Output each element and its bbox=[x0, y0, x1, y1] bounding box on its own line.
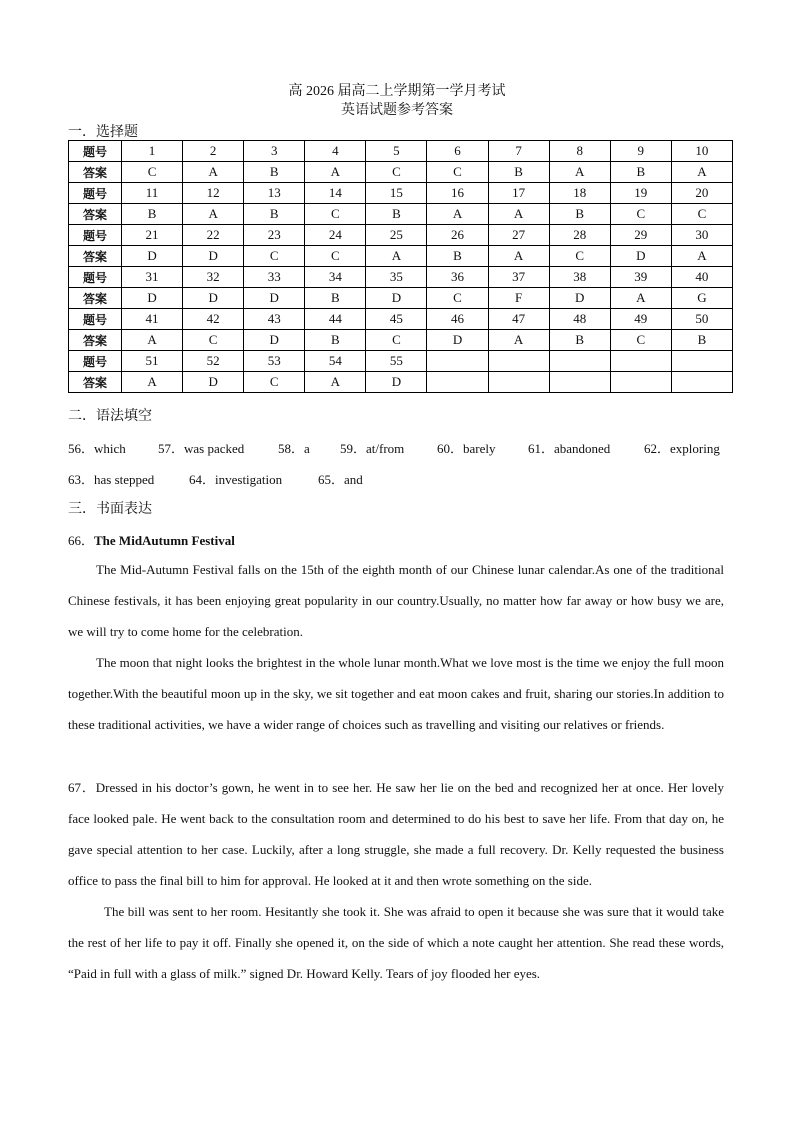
question-number: 48 bbox=[549, 309, 610, 330]
story-continuation bbox=[68, 772, 724, 989]
question-number: 20 bbox=[671, 183, 732, 204]
answer-letter bbox=[610, 372, 671, 393]
answer-letter: B bbox=[366, 204, 427, 225]
question-number: 55 bbox=[366, 351, 427, 372]
essay-paragraph: The moon that night looks the brightest in the whole lunar month.What we love most is the time we enjoy the full moon together.With the beautiful moon up in the sky, we sit together and eat moon cakes and fruit, sharing our stories.In addition to these traditional activities, we have a wider range of choices such as travelling and visiting our relatives or friends. bbox=[68, 655, 724, 732]
answer-letter bbox=[671, 372, 732, 393]
answer-letter: C bbox=[366, 330, 427, 351]
answer-letter: A bbox=[488, 246, 549, 267]
question-number: 31 bbox=[122, 267, 183, 288]
answer-row-label: 答案 bbox=[69, 372, 122, 393]
question-number: 6 bbox=[427, 141, 488, 162]
story-paragraph: The bill was sent to her room. Hesitantly she took it. She was afraid to open it because she was sure that it would take the rest of her life to pay it off. Finally she opened it, on the side of which a note caught her attention. She read these words, “Paid in full with a glass of milk.” signed Dr. Howard Kelly. Tears of joy flooded her eyes. bbox=[68, 904, 724, 981]
grammar-answer: 59．at/from bbox=[340, 441, 405, 456]
question-number: 34 bbox=[305, 267, 366, 288]
question-number: 1 bbox=[122, 141, 183, 162]
answer-row-label: 答案 bbox=[69, 330, 122, 351]
question-number: 29 bbox=[610, 225, 671, 246]
grammar-answer: 60．barely bbox=[437, 441, 496, 456]
answer-letter: C bbox=[305, 204, 366, 225]
question-number: 41 bbox=[122, 309, 183, 330]
question-number: 2 bbox=[183, 141, 244, 162]
question-number: 49 bbox=[610, 309, 671, 330]
answer-row-label: 答案 bbox=[69, 204, 122, 225]
answer-table bbox=[68, 140, 733, 393]
question-number: 50 bbox=[671, 309, 732, 330]
question-number: 23 bbox=[244, 225, 305, 246]
question-row-label: 题号 bbox=[69, 267, 122, 288]
question-number bbox=[427, 351, 488, 372]
question-number: 33 bbox=[244, 267, 305, 288]
answer-letter: C bbox=[427, 162, 488, 183]
question-number: 42 bbox=[183, 309, 244, 330]
question-row-label: 题号 bbox=[69, 141, 122, 162]
answer-row bbox=[69, 246, 733, 267]
question-number: 27 bbox=[488, 225, 549, 246]
answer-letter: D bbox=[366, 288, 427, 309]
grammar-answer: 62．exploring bbox=[644, 441, 720, 456]
essay-title: The MidAutumn Festival bbox=[94, 533, 235, 548]
answer-letter: D bbox=[427, 330, 488, 351]
answer-letter: G bbox=[671, 288, 732, 309]
question-number: 3 bbox=[244, 141, 305, 162]
answer-letter bbox=[427, 372, 488, 393]
question-row-label: 题号 bbox=[69, 183, 122, 204]
answer-letter: A bbox=[671, 246, 732, 267]
question-number: 4 bbox=[305, 141, 366, 162]
question-number: 46 bbox=[427, 309, 488, 330]
answer-letter: D bbox=[183, 246, 244, 267]
answer-letter: D bbox=[244, 288, 305, 309]
question-number: 11 bbox=[122, 183, 183, 204]
section-choice-heading: 一．选择题 bbox=[68, 125, 138, 140]
question-number: 8 bbox=[549, 141, 610, 162]
answer-row bbox=[69, 204, 733, 225]
answer-letter: B bbox=[122, 204, 183, 225]
answer-letter: A bbox=[549, 162, 610, 183]
answer-letter: D bbox=[610, 246, 671, 267]
answer-letter: C bbox=[671, 204, 732, 225]
answer-letter: C bbox=[549, 246, 610, 267]
question-row bbox=[69, 351, 733, 372]
question-number: 37 bbox=[488, 267, 549, 288]
question-number bbox=[549, 351, 610, 372]
grammar-answer: 57．was packed bbox=[158, 441, 245, 456]
answer-letter: A bbox=[183, 162, 244, 183]
answer-letter: D bbox=[244, 330, 305, 351]
essay-heading bbox=[68, 530, 235, 549]
grammar-answer: 61．abandoned bbox=[528, 441, 611, 456]
answer-letter: D bbox=[122, 246, 183, 267]
question-number: 19 bbox=[610, 183, 671, 204]
question-number: 51 bbox=[122, 351, 183, 372]
grammar-answer: 65．and bbox=[318, 472, 363, 487]
question-number: 24 bbox=[305, 225, 366, 246]
answer-row-label: 答案 bbox=[69, 246, 122, 267]
answer-letter: C bbox=[122, 162, 183, 183]
answer-letter: C bbox=[366, 162, 427, 183]
answer-letter: C bbox=[305, 246, 366, 267]
answer-letter: B bbox=[305, 288, 366, 309]
answer-row bbox=[69, 162, 733, 183]
section-writing-heading: 三．书面表达 bbox=[68, 502, 152, 517]
question-number: 10 bbox=[671, 141, 732, 162]
answer-letter: B bbox=[610, 162, 671, 183]
question-number: 45 bbox=[366, 309, 427, 330]
question-number: 16 bbox=[427, 183, 488, 204]
essay-paragraph: The Mid-Autumn Festival falls on the 15th of the eighth month of our Chinese lunar calendar.As one of the traditional Chinese festivals, it has been enjoying great popularity in our country.Usually, no matter how far away or how busy we are, we will try to come home for the celebration. bbox=[68, 562, 724, 639]
answer-letter: B bbox=[549, 330, 610, 351]
answer-letter: A bbox=[305, 372, 366, 393]
answer-letter: A bbox=[183, 204, 244, 225]
answer-letter: A bbox=[427, 204, 488, 225]
answer-letter: D bbox=[366, 372, 427, 393]
question-number: 47 bbox=[488, 309, 549, 330]
question-number: 17 bbox=[488, 183, 549, 204]
grammar-answer: 63．has stepped bbox=[68, 472, 155, 487]
question-number: 12 bbox=[183, 183, 244, 204]
grammar-answer: 56．which bbox=[68, 441, 126, 456]
essay-number: 66． bbox=[68, 533, 95, 548]
question-row-label: 题号 bbox=[69, 225, 122, 246]
essay-body bbox=[68, 554, 724, 740]
answer-letter: A bbox=[305, 162, 366, 183]
answer-letter: B bbox=[488, 162, 549, 183]
question-number: 21 bbox=[122, 225, 183, 246]
question-number: 14 bbox=[305, 183, 366, 204]
answer-letter: B bbox=[305, 330, 366, 351]
question-number: 32 bbox=[183, 267, 244, 288]
answer-letter: A bbox=[610, 288, 671, 309]
question-number bbox=[671, 351, 732, 372]
page-title: 高 2026 届高二上学期第一学月考试 bbox=[288, 84, 506, 99]
question-number: 7 bbox=[488, 141, 549, 162]
answer-letter: D bbox=[549, 288, 610, 309]
question-number: 22 bbox=[183, 225, 244, 246]
question-number: 40 bbox=[671, 267, 732, 288]
question-number: 39 bbox=[610, 267, 671, 288]
question-number: 13 bbox=[244, 183, 305, 204]
answer-row bbox=[69, 330, 733, 351]
section-grammar-heading: 二．语法填空 bbox=[68, 409, 152, 424]
question-number: 26 bbox=[427, 225, 488, 246]
question-number: 15 bbox=[366, 183, 427, 204]
story-paragraph: 67．Dressed in his doctor’s gown, he went in to see her. He saw her lie on the bed and recognized her at once. Her lovely face looked pale. He went back to the consultation room and determined to do his best to save her life. From that day on, he gave special attention to her case. Luckily, after a long struggle, she made a full recovery. Dr. Kelly requested the business office to pass the final bill to him for approval. He looked at it and then wrote something on the side. bbox=[68, 780, 724, 888]
answer-letter: B bbox=[549, 204, 610, 225]
question-row bbox=[69, 183, 733, 204]
answer-letter: A bbox=[671, 162, 732, 183]
question-number: 30 bbox=[671, 225, 732, 246]
question-number: 43 bbox=[244, 309, 305, 330]
question-number bbox=[610, 351, 671, 372]
question-number: 9 bbox=[610, 141, 671, 162]
answer-letter: A bbox=[488, 204, 549, 225]
grammar-answer: 58．a bbox=[278, 441, 310, 456]
answer-letter: A bbox=[122, 372, 183, 393]
question-row bbox=[69, 225, 733, 246]
answer-row bbox=[69, 288, 733, 309]
answer-row-label: 答案 bbox=[69, 288, 122, 309]
answer-letter: A bbox=[366, 246, 427, 267]
answer-letter: B bbox=[244, 162, 305, 183]
answer-letter: C bbox=[183, 330, 244, 351]
answer-letter: C bbox=[244, 246, 305, 267]
answer-letter: D bbox=[183, 288, 244, 309]
question-number: 5 bbox=[366, 141, 427, 162]
question-number: 38 bbox=[549, 267, 610, 288]
answer-letter: A bbox=[488, 330, 549, 351]
answer-letter: B bbox=[671, 330, 732, 351]
grammar-answer: 64．investigation bbox=[189, 472, 283, 487]
question-number: 44 bbox=[305, 309, 366, 330]
question-number: 53 bbox=[244, 351, 305, 372]
question-number: 25 bbox=[366, 225, 427, 246]
question-number: 28 bbox=[549, 225, 610, 246]
question-number: 36 bbox=[427, 267, 488, 288]
question-number bbox=[488, 351, 549, 372]
question-number: 54 bbox=[305, 351, 366, 372]
answer-letter: C bbox=[610, 204, 671, 225]
answer-letter: C bbox=[427, 288, 488, 309]
answer-row bbox=[69, 372, 733, 393]
answer-letter bbox=[549, 372, 610, 393]
page-subtitle: 英语试题参考答案 bbox=[341, 103, 453, 118]
answer-row-label: 答案 bbox=[69, 162, 122, 183]
question-number: 52 bbox=[183, 351, 244, 372]
answer-letter: B bbox=[244, 204, 305, 225]
question-number: 35 bbox=[366, 267, 427, 288]
question-number: 18 bbox=[549, 183, 610, 204]
answer-letter: A bbox=[122, 330, 183, 351]
answer-letter: B bbox=[427, 246, 488, 267]
question-row bbox=[69, 309, 733, 330]
question-row-label: 题号 bbox=[69, 351, 122, 372]
answer-letter: D bbox=[122, 288, 183, 309]
answer-letter: F bbox=[488, 288, 549, 309]
question-row bbox=[69, 267, 733, 288]
question-row bbox=[69, 141, 733, 162]
answer-letter bbox=[488, 372, 549, 393]
answer-letter: C bbox=[244, 372, 305, 393]
answer-letter: D bbox=[183, 372, 244, 393]
answer-letter: C bbox=[610, 330, 671, 351]
question-row-label: 题号 bbox=[69, 309, 122, 330]
